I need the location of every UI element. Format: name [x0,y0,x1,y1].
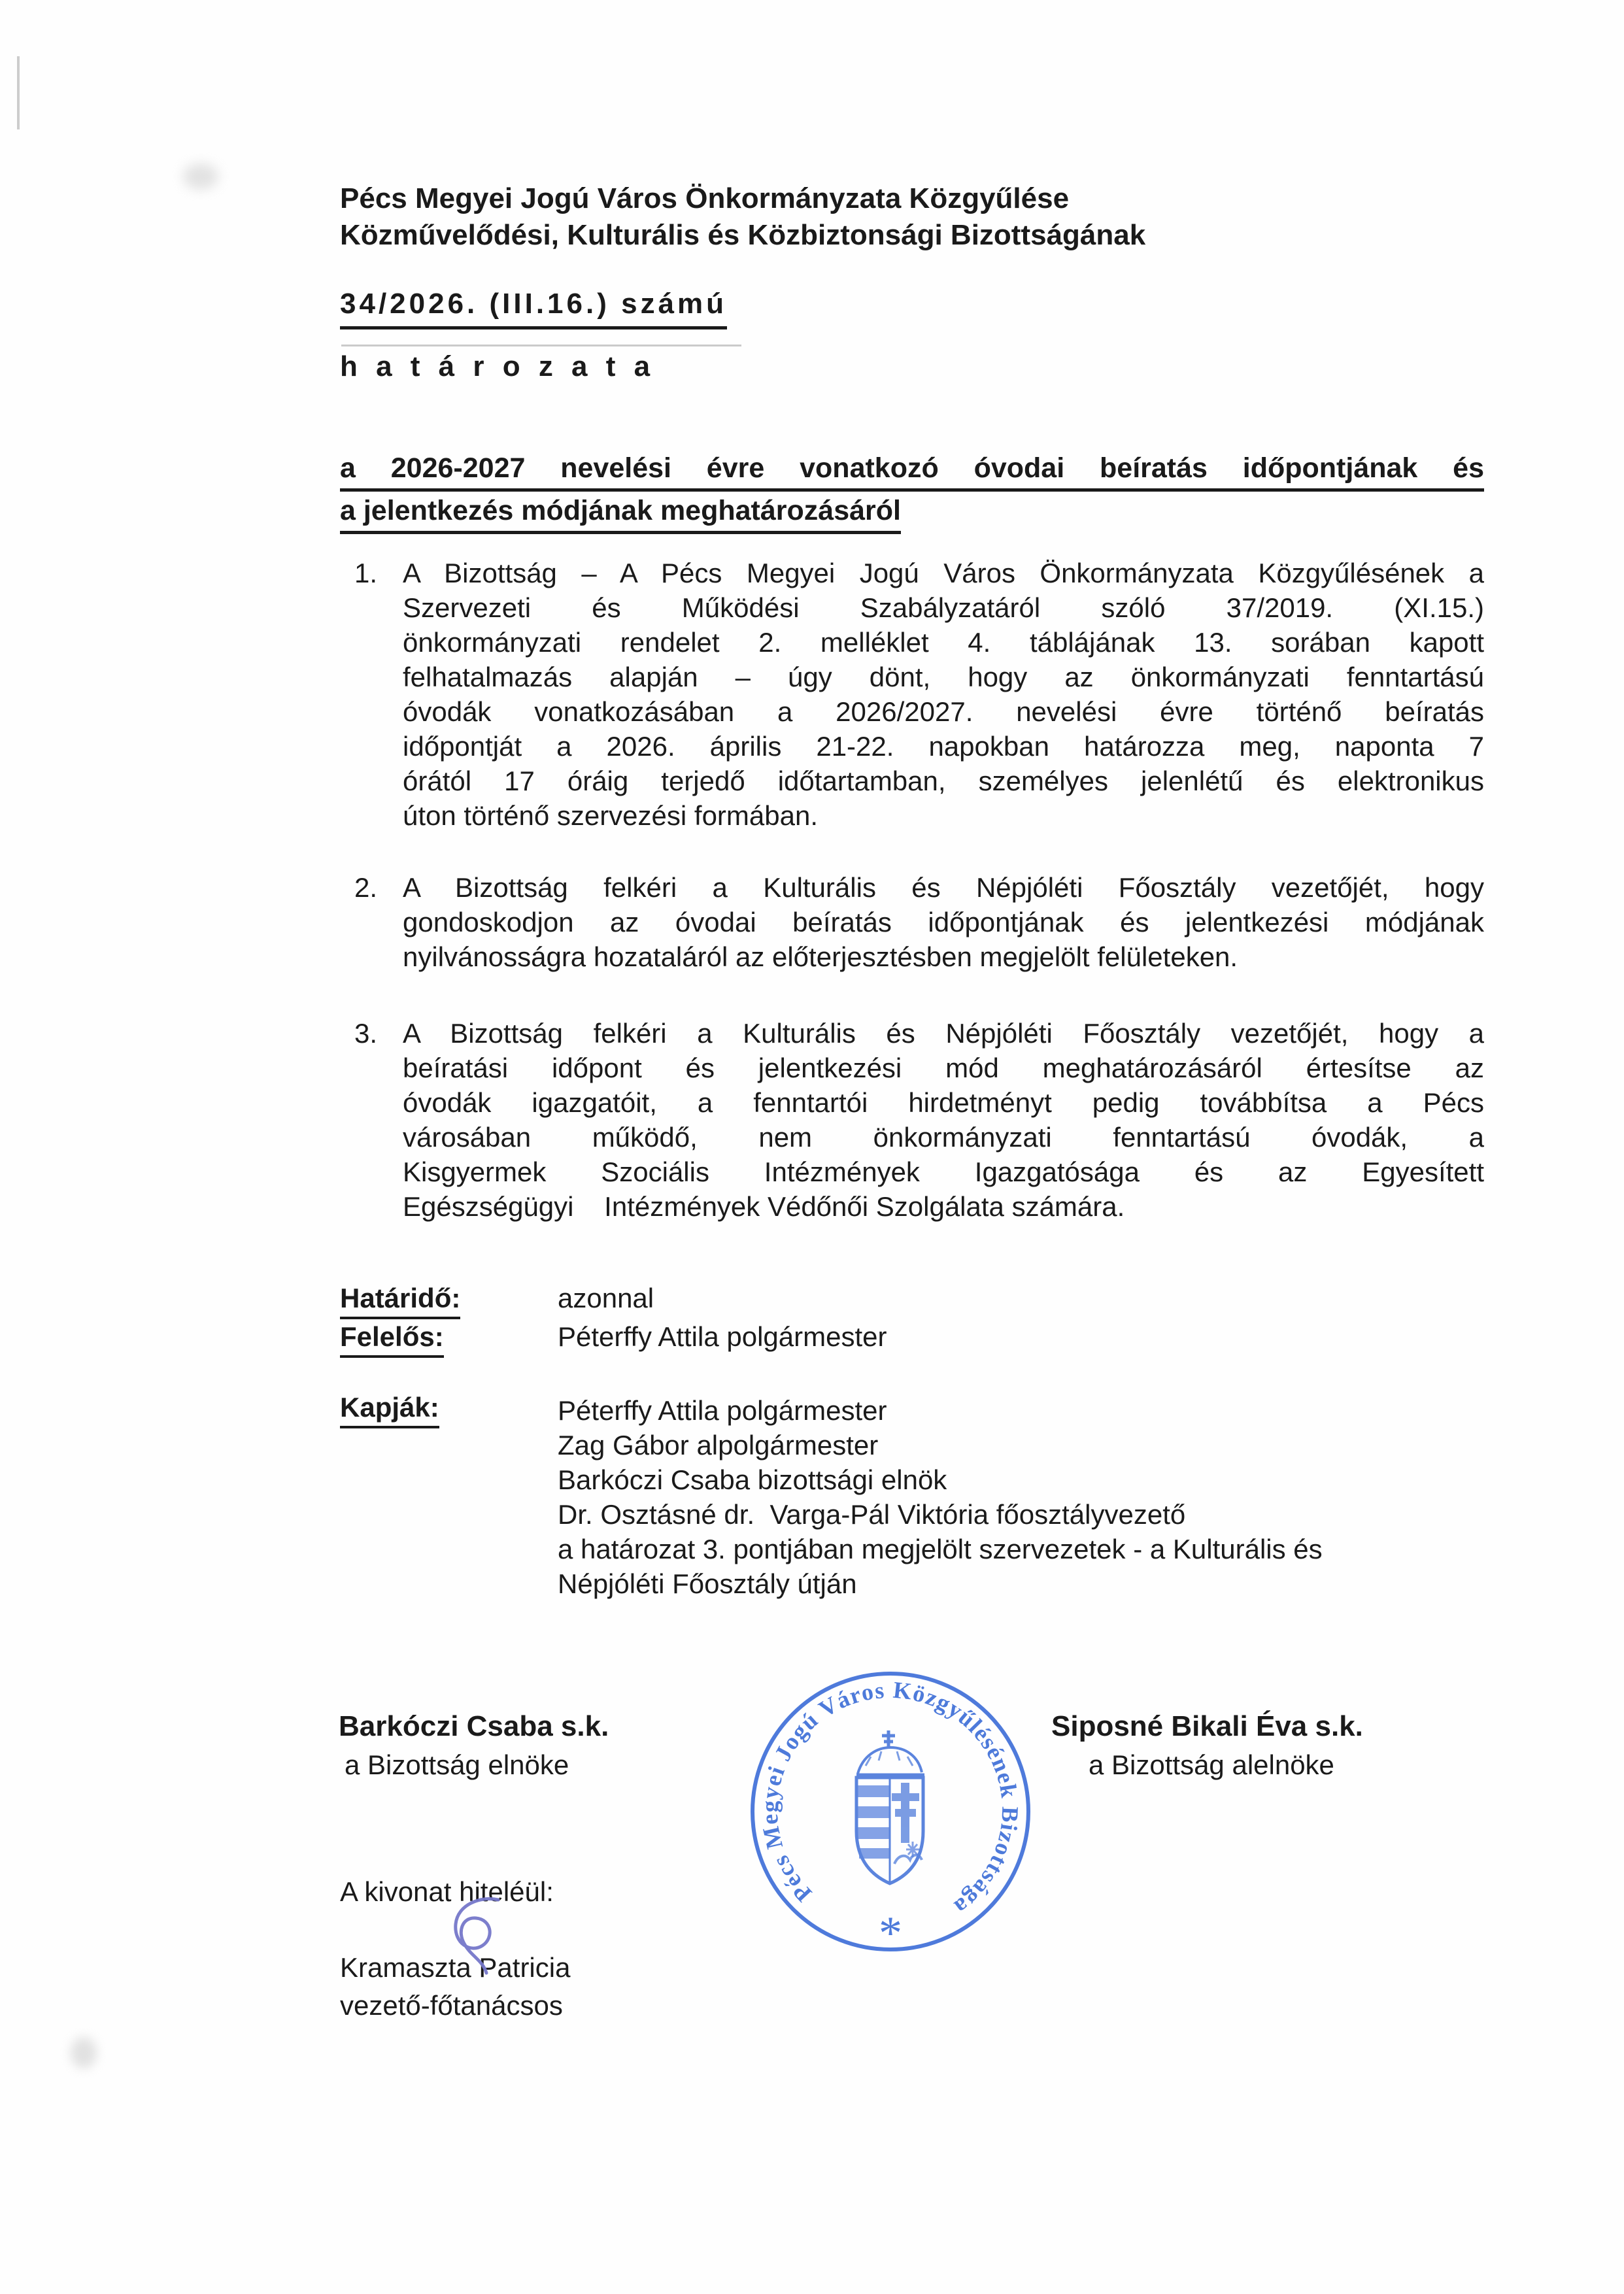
text-line: Kisgyermek Szociális Intézmények Igazgatósága és az Egyesített [403,1156,1484,1187]
item-2-number: 2. [354,872,378,903]
text-line: önkormányzati rendelet 2. melléklet 4. táblájának 13. sorában kapott [403,627,1484,658]
signature-left-title: a Bizottság elnöke [345,1749,569,1780]
deadline-label [340,1283,460,1319]
text-line: A Bizottság felkéri a Kulturális és Népjóléti Főosztály vezetőjét, hogy [403,872,1484,903]
recipients-list [558,1393,1493,1601]
text-line: A Bizottság – A Pécs Megyei Jogú Város Önkormányzata Közgyűlésének a [403,558,1484,588]
text-line: a határozat 3. pontjában megjelölt szervezetek - a Kulturális és [558,1534,1323,1564]
responsible-value: Péterffy Attila polgármester [558,1321,887,1352]
text-line: felhatalmazás alapján – úgy dönt, hogy az önkormányzati fenntartású [403,662,1484,692]
issuing-body-line1: Pécs Megyei Jogú Város Önkormányzata Közgyűlése [340,182,1070,214]
decision-number-text: 34/2026. (III.16.) számú [340,288,727,329]
document-header [340,180,1145,254]
decision-word: h a t á r o z a t a [340,350,656,382]
text-line: Zag Gábor alpolgármester [558,1430,879,1460]
committee-stamp [748,1668,1033,1955]
text-line: órától 17 óráig terjedő időtartamban, személyes jelenlétű és elektronikus [403,766,1484,796]
text-line: úton történő szervezési formában. [403,800,819,831]
text-line: gondoskodjon az óvodai beíratás időpontjának és jelentkezési módjának [403,907,1484,937]
subject-line-2-text: a jelentkezés módjának meghatározásáról [340,495,901,534]
item-1-number: 1. [354,558,378,588]
attestation-label: A kivonat hiteléül: [340,1876,554,1907]
text-line: óvodák vonatkozásában a 2026/2027. nevelési évre történő beíratás [403,696,1484,727]
signature-right-name: Siposné Bikali Éva s.k. [1051,1710,1363,1742]
handwritten-initials [431,1885,523,1983]
decision-number [340,288,727,329]
item-3-text [403,1016,1484,1224]
attestation-title: vezető-főtanácsos [340,1990,563,2021]
item-2-text [403,870,1484,974]
text-line: beíratási időpont és jelentkezési mód meghatározásáról értesítse az [403,1053,1484,1083]
hungarian-coat-of-arms-icon [856,1730,924,1883]
stamp-ring-text: Pécs Megyei Jogú Város Közgyűlésének Bizottsága [756,1676,1024,1921]
deadline-value: azonnal [558,1283,654,1313]
text-line: Szervezeti és Működési Szabályzatáról szóló 37/2019. (XI.15.) [403,592,1484,623]
text-line: Népjóléti Főosztály útján [558,1568,857,1599]
text-line: A Bizottság felkéri a Kulturális és Népjóléti Főosztály vezetőjét, hogy a [403,1018,1484,1049]
scan-ghost-underline [341,345,741,346]
subject-line-1: a 2026-2027 nevelési évre vonatkozó óvodai beíratás időpontjának és [340,452,1484,492]
text-line: Dr. Osztásné dr. Varga-Pál Viktória főosztályvezető [558,1499,1186,1530]
recipients-label [340,1392,439,1428]
scan-smudge [183,163,218,190]
recipients-label-text: Kapják: [340,1392,439,1428]
responsible-label-text: Felelős: [340,1321,444,1358]
text-line: városában működő, nem önkormányzati fenntartású óvodák, a [403,1122,1484,1153]
text-line: Egészségügyi Intézmények Védőnői Szolgálata számára. [403,1191,1125,1222]
issuing-body-line2: Közművelődési, Kulturális és Közbiztonsági Bizottságának [340,219,1146,251]
deadline-label-text: Határidő: [340,1283,460,1319]
signature-right-title: a Bizottság alelnöke [1089,1749,1334,1780]
item-1-text [403,556,1484,833]
item-3-number: 3. [354,1018,378,1049]
pen-stroke [456,1899,498,1973]
text-line: Péterffy Attila polgármester [558,1395,887,1426]
text-line: időpontját a 2026. április 21-22. napokban határozza meg, naponta 7 [403,731,1484,762]
subject-line-2 [340,495,901,534]
scan-smudge [71,2037,97,2068]
attestation-name: Kramaszta Patricia [340,1952,571,1983]
signature-left-name: Barkóczi Csaba s.k. [339,1710,609,1742]
text-line: nyilvánosságra hozataláról az előterjesztésben megjelölt felületeken. [403,941,1238,972]
text-line: óvodák igazgatóit, a fenntartói hirdetményt pedig továbbítsa a Pécs [403,1087,1484,1118]
stamp-star: * [879,1907,902,1955]
scan-edge-artifact [17,56,20,129]
responsible-label [340,1321,444,1358]
text-line: Barkóczi Csaba bizottsági elnök [558,1464,947,1495]
